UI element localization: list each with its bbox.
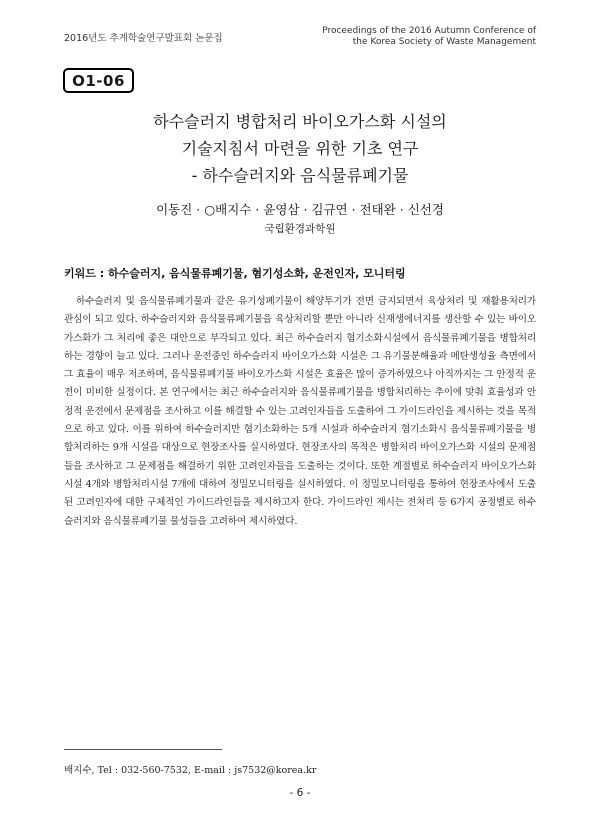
footnote-contact: 배지수, Tel : 032-560-7532, E-mail : js7532@korea.kr bbox=[64, 765, 317, 776]
title-line-1: 하수슬러지 병합처리 바이오가스화 시설의 bbox=[153, 112, 447, 131]
running-header-right-line1: Proceedings of the 2016 Autumn Conference of bbox=[322, 26, 536, 36]
page-number: - 6 - bbox=[289, 787, 311, 799]
footnote-divider bbox=[64, 749, 222, 750]
paper-title bbox=[0, 108, 600, 189]
title-line-2: 기술지침서 마련을 위한 기초 연구 bbox=[181, 139, 419, 158]
keywords-list: 하수슬러지, 음식물류폐기물, 혐기성소화, 운전인자, 모니터링 bbox=[107, 267, 406, 280]
running-header-left: 2016년도 추계학술연구발표회 논문집 bbox=[64, 33, 223, 44]
running-header-right bbox=[322, 26, 536, 49]
keywords-label: 키워드 : bbox=[64, 267, 105, 280]
session-id-badge: O1-06 bbox=[63, 68, 134, 93]
abstract-body: 하수슬러지 및 음식물류폐기물과 같은 유기성폐기물이 해양투기가 전면 금지되면서 육상처리 및 재활용처리가 관심이 되고 있다. 하수슬러지와 음식물류폐기물을 육상처리할 뿐만 아니라 신재생에너지를 생산할 수 있는 바이오가스화가 그 처리에 좋은 대안으로 부각되고 있다. 최근 하수슬러지 혐기소화시설에서 음식물류폐기물을 병합처리 하는 경향이 늘고 있다. 그러나 운전중인 하수슬러지 바이오가스화 시설은 그 유기물분해율과 메탄생성율 측면에서 그 효율이 매우 저조하며, 음식물류폐기물 바이오가스화 시설은 효율은 많이 증가하였으나 아직까지는 그 안정적 운전이 미비한 실정이다. 본 연구에서는 최근 하수슬러지와 음식물류폐기물을 병합처리하는 추이에 맞춰 효율성과 안정적 운전에서 문제점을 조사하고 이를 해결할 수 있는 고려인자들을 도출하여 그 가이드라인을 제시하는 것을 목적으로 하고 있다. 이를 위하여 하수슬러지만 혐기소화하는 5개 시설과 하수슬러지 혐기소화시 음식물류폐기물을 병합처리하는 9개 시설을 대상으로 현장조사를 실시하였다. 현장조사의 목적은 병합처리 바이오가스화 시설의 문제점들을 조사하고 그 문제점을 해결하기 위한 고려인자들을 도출하는 것이다. 또한 계절별로 하수슬러지 바이오가스화 시설 4개와 병합처리시설 7개에 대하여 정밀모니터링을 실시하였다. 이 정밀모니터링을 통하여 현장조사에서 도출된 고려인자에 대한 구체적인 가이드라인들을 제시하고자 한다. 가이드라인 제시는 전처리 등 6가지 공정별로 하수슬러지와 음식물류폐기물 물성들을 고려하여 제시하였다. bbox=[64, 296, 536, 527]
running-header-right-line2: the Korea Society of Waste Management bbox=[352, 37, 536, 48]
keywords bbox=[64, 265, 406, 281]
author-list: 이동진 · ○배지수 · 윤영삼 · 김규연 · 전태완 · 신선경 bbox=[156, 202, 444, 217]
title-line-3: - 하수슬러지와 음식물류폐기물 bbox=[191, 166, 409, 185]
affiliation: 국립환경과학원 bbox=[264, 223, 336, 235]
